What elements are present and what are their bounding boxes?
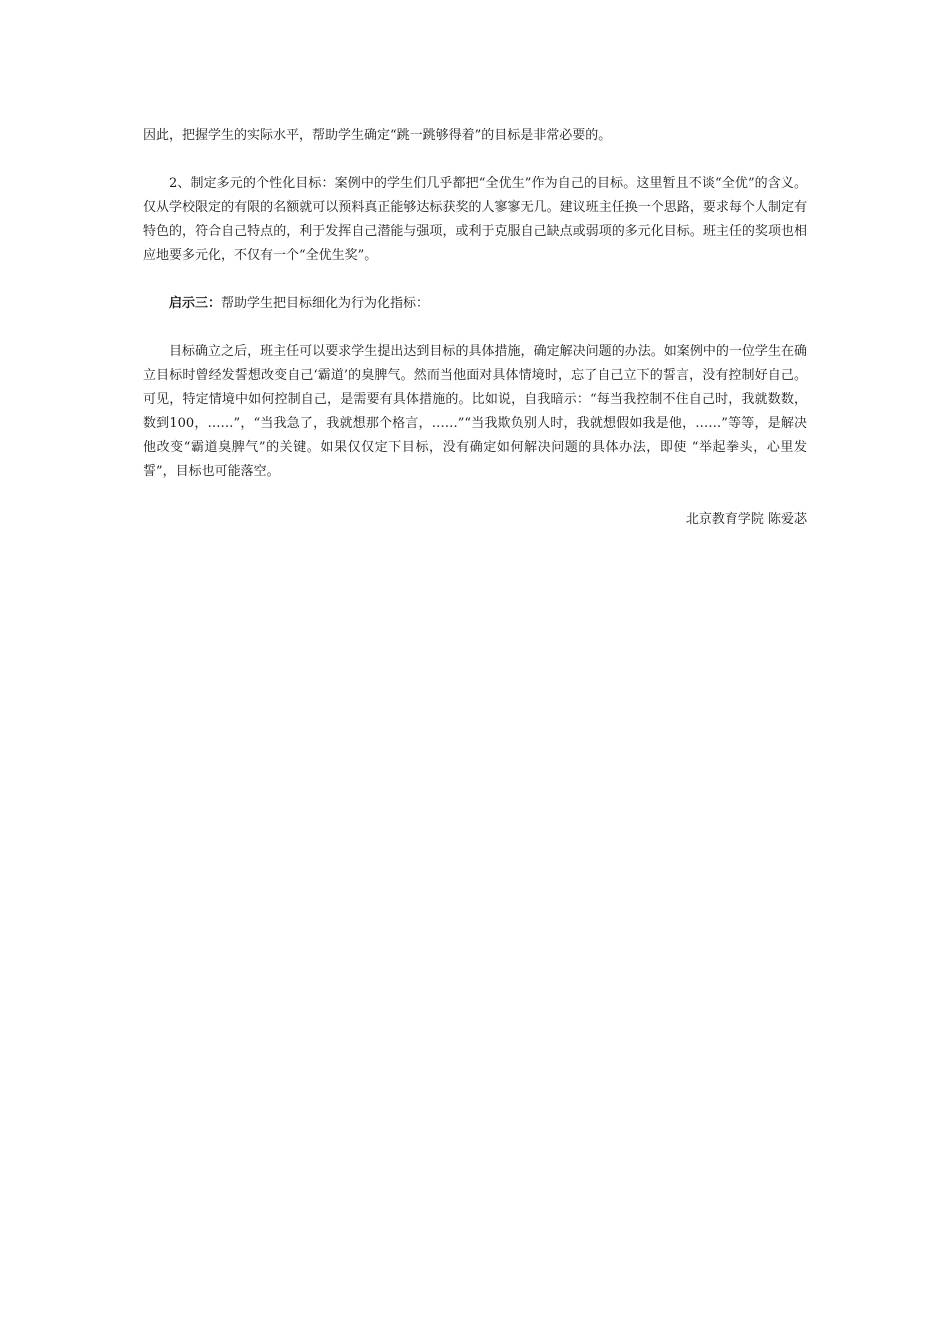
heading-label: 启示三： [169,296,222,311]
document-body [143,124,807,532]
section-heading-insight-three [143,292,807,316]
heading-text: 帮助学生把目标细化为行为化指标： [221,296,430,311]
paragraph-spacer [143,484,807,508]
paragraph-spacer [143,148,807,172]
paragraph-diverse-goals: 2、制定多元的个性化目标：案例中的学生们几乎都把“全优生”作为自己的目标。这里暂且不谈“全优”的含义。仅从学校限定的有限的名额就可以预料真正能够达标获奖的人寥寥无几。建议班主任换一个思路，要求每个人制定有特色的，符合自己特点的，利于发挥自己潜能与强项，或利于克服自己缺点或弱项的多元化目标。班主任的奖项也相应地要多元化，不仅有一个“全优生奖”。 [143,176,807,263]
paragraph-behavioral-indicators: 目标确立之后，班主任可以要求学生提出达到目标的具体措施，确定解决问题的办法。如案例中的一位学生在确立目标时曾经发誓想改变自己‘霸道’的臭脾气。然而当他面对具体情境时，忘了自己立下的誓言，没有控制好自己。可见，特定情境中如何控制自己，是需要有具体措施的。比如说，自我暗示：“每当我控制不住自己时，我就数数，数到100，……”，“当我急了，我就想那个格言，……”“当我欺负别人时，我就想假如我是他，……”等等，是解决他改变“霸道臭脾气”的关键。如果仅仅定下目标，没有确定如何解决问题的具体办法，即使 “举起拳头，心里发誓”，目标也可能落空。 [143,344,807,479]
paragraph-spacer [143,268,807,292]
author-signature: 北京教育学院 陈爱苾 [685,512,807,527]
paragraph-target-level: 因此，把握学生的实际水平，帮助学生确定“跳一跳够得着”的目标是非常必要的。 [143,128,612,143]
paragraph-spacer [143,316,807,340]
